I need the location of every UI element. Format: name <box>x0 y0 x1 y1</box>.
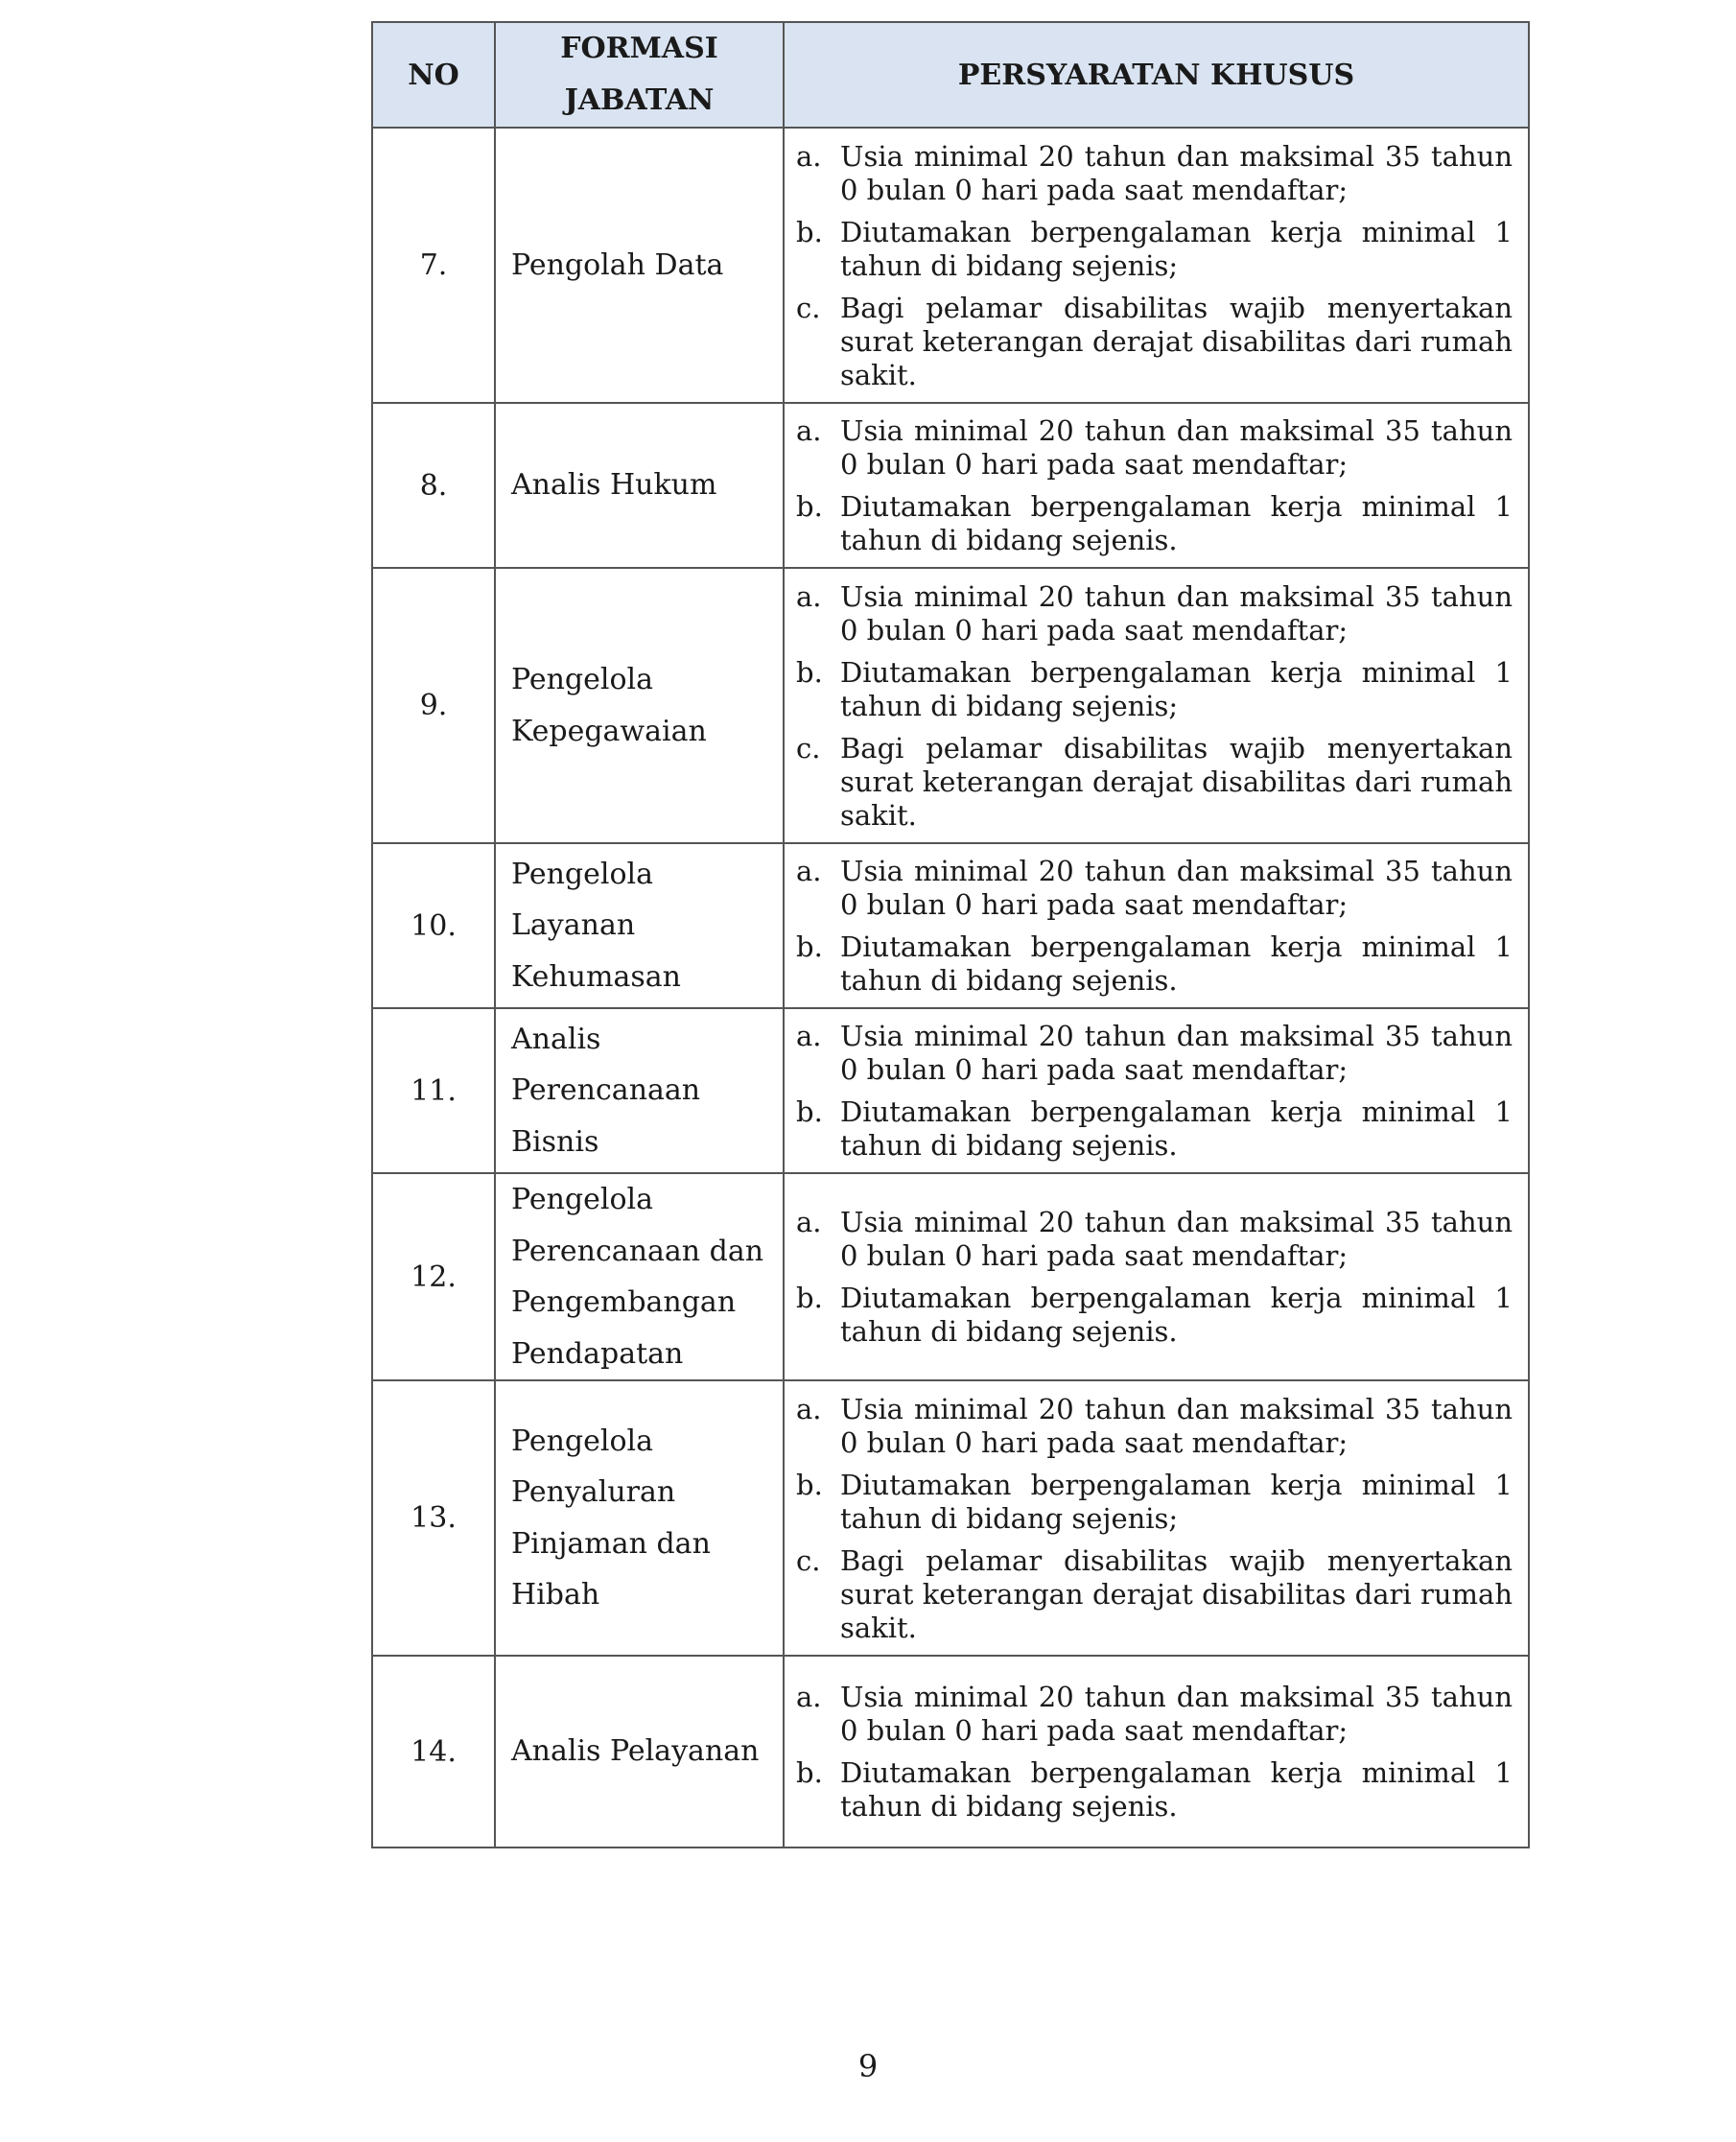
formasi-jabatan-cell <box>495 128 784 403</box>
requirement-text: Diutamakan berpengalaman kerja minimal 1 tahun di bidang sejenis; <box>840 215 1513 282</box>
requirement-list <box>796 140 1513 392</box>
persyaratan-cell <box>784 403 1529 568</box>
requirement-text: Diutamakan berpengalaman kerja minimal 1 tahun di bidang sejenis. <box>840 930 1513 997</box>
requirement-text: Usia minimal 20 tahun dan maksimal 35 tahun 0 bulan 0 hari pada saat mendaftar; <box>840 1206 1513 1272</box>
formasi-jabatan-cell <box>495 403 784 568</box>
persyaratan-cell <box>784 1656 1529 1848</box>
persyaratan-cell <box>784 1173 1529 1380</box>
requirement-letter: c. <box>796 731 821 765</box>
requirement-letter: a. <box>796 579 822 613</box>
jabatan-line: Analis Pelayanan <box>511 1734 760 1769</box>
requirement-item <box>796 216 1513 283</box>
requirement-item <box>796 1282 1513 1349</box>
jabatan-line: Analis <box>511 1022 601 1056</box>
requirement-letter: a. <box>796 139 822 173</box>
formasi-jabatan-cell <box>495 568 784 843</box>
table-row <box>372 1173 1529 1380</box>
jabatan-line: Kepegawaian <box>511 714 707 748</box>
requirement-list <box>796 580 1513 833</box>
requirement-text: Diutamakan berpengalaman kerja minimal 1 tahun di bidang sejenis. <box>840 1282 1513 1348</box>
requirement-letter: a. <box>796 414 822 447</box>
requirement-item <box>796 292 1513 392</box>
header-persyaratan-khusus: PERSYARATAN KHUSUS <box>784 22 1529 128</box>
row-number: 12. <box>372 1173 495 1380</box>
requirement-text: Usia minimal 20 tahun dan maksimal 35 tahun 0 bulan 0 hari pada saat mendaftar; <box>840 1681 1513 1747</box>
requirement-text: Diutamakan berpengalaman kerja minimal 1 tahun di bidang sejenis; <box>840 655 1513 722</box>
requirement-item <box>796 140 1513 207</box>
jabatan-line: Hibah <box>511 1578 600 1612</box>
requirement-letter: c. <box>796 291 821 324</box>
requirement-text: Usia minimal 20 tahun dan maksimal 35 tahun 0 bulan 0 hari pada saat mendaftar; <box>840 1392 1513 1459</box>
persyaratan-cell <box>784 568 1529 843</box>
row-number: 14. <box>372 1656 495 1848</box>
requirement-letter: b. <box>796 655 823 689</box>
header-formasi-jabatan <box>495 22 784 128</box>
requirement-item <box>796 1469 1513 1536</box>
jabatan-line: Penyaluran <box>511 1475 676 1509</box>
jabatan-line: Pengolah Data <box>511 247 724 282</box>
requirement-letter: a. <box>796 1020 822 1052</box>
jabatan-line: Pengelola <box>511 1183 654 1216</box>
persyaratan-cell <box>784 1380 1529 1656</box>
requirement-letter: b. <box>796 1756 823 1789</box>
requirement-letter: a. <box>796 1392 822 1425</box>
requirement-item <box>796 1756 1513 1824</box>
requirement-letter: b. <box>796 490 823 523</box>
header-jabatan-line1: FORMASI <box>560 32 718 65</box>
requirement-letter: b. <box>796 215 823 248</box>
row-number: 10. <box>372 843 495 1008</box>
requirement-item <box>796 1393 1513 1460</box>
jabatan-line: Analis Hukum <box>511 468 717 503</box>
formasi-jabatan-cell <box>495 1380 784 1656</box>
requirement-list <box>796 1393 1513 1645</box>
requirement-item <box>796 414 1513 482</box>
requirement-letter: b. <box>796 930 823 963</box>
jabatan-line: Pinjaman dan <box>511 1526 711 1561</box>
requirement-letter: b. <box>796 1095 823 1128</box>
requirement-list <box>796 1681 1513 1824</box>
requirement-text: Bagi pelamar disabilitas wajib menyertakan surat keterangan derajat disabilitas dari rumah sakit. <box>840 731 1513 832</box>
requirement-list <box>796 1206 1513 1349</box>
requirement-letter: c. <box>796 1543 821 1577</box>
requirement-item <box>796 732 1513 833</box>
row-number: 11. <box>372 1008 495 1173</box>
requirement-letter: b. <box>796 1282 823 1314</box>
persyaratan-cell <box>784 843 1529 1008</box>
requirement-text: Usia minimal 20 tahun dan maksimal 35 tahun 0 bulan 0 hari pada saat mendaftar; <box>840 414 1513 481</box>
table-row <box>372 1656 1529 1848</box>
requirement-text: Diutamakan berpengalaman kerja minimal 1 tahun di bidang sejenis. <box>840 1756 1513 1823</box>
requirement-text: Diutamakan berpengalaman kerja minimal 1 tahun di bidang sejenis. <box>840 490 1513 556</box>
requirement-item <box>796 930 1513 998</box>
persyaratan-cell <box>784 128 1529 403</box>
table-header-row <box>372 22 1529 128</box>
formasi-jabatan-cell <box>495 1008 784 1173</box>
requirement-item <box>796 1681 1513 1748</box>
header-no: NO <box>372 22 495 128</box>
jabatan-line: Layanan <box>511 908 636 943</box>
jabatan-line: Kehumasan <box>511 959 681 994</box>
table-row <box>372 403 1529 568</box>
requirement-list <box>796 1020 1513 1163</box>
requirement-item <box>796 1206 1513 1273</box>
table-row <box>372 1380 1529 1656</box>
page-number: 9 <box>857 2048 879 2084</box>
jabatan-line: Pengelola <box>511 663 654 696</box>
requirement-text: Usia minimal 20 tahun dan maksimal 35 tahun 0 bulan 0 hari pada saat mendaftar; <box>840 1020 1513 1086</box>
jabatan-line: Pengelola <box>511 1424 654 1458</box>
header-jabatan-line2: JABATAN <box>564 83 715 117</box>
requirement-text: Usia minimal 20 tahun dan maksimal 35 tahun 0 bulan 0 hari pada saat mendaftar; <box>840 579 1513 647</box>
requirement-list <box>796 855 1513 998</box>
table-row <box>372 843 1529 1008</box>
requirement-item <box>796 490 1513 557</box>
requirement-item <box>796 1095 1513 1163</box>
requirement-list <box>796 414 1513 557</box>
jabatan-line: Pengelola <box>511 857 654 891</box>
jabatan-line: Perencanaan <box>511 1073 701 1108</box>
requirement-item <box>796 1544 1513 1645</box>
formasi-jabatan-cell <box>495 1656 784 1848</box>
requirement-letter: a. <box>796 1206 822 1238</box>
formasi-jabatan-cell <box>495 843 784 1008</box>
row-number: 9. <box>372 568 495 843</box>
table-row <box>372 568 1529 843</box>
jabatan-line: Pengembangan <box>511 1285 737 1319</box>
row-number: 13. <box>372 1380 495 1656</box>
requirement-letter: a. <box>796 855 822 887</box>
requirement-item <box>796 1020 1513 1087</box>
table-row <box>372 128 1529 403</box>
requirement-item <box>796 656 1513 723</box>
requirement-item <box>796 855 1513 922</box>
jabatan-line: Pendapatan <box>511 1336 684 1371</box>
requirement-item <box>796 580 1513 647</box>
table-body <box>372 128 1529 1848</box>
requirement-text: Usia minimal 20 tahun dan maksimal 35 tahun 0 bulan 0 hari pada saat mendaftar; <box>840 855 1513 921</box>
requirement-letter: b. <box>796 1468 823 1501</box>
row-number: 7. <box>372 128 495 403</box>
requirement-letter: a. <box>796 1681 822 1713</box>
persyaratan-cell <box>784 1008 1529 1173</box>
requirement-text: Bagi pelamar disabilitas wajib menyertakan surat keterangan derajat disabilitas dari rumah sakit. <box>840 291 1513 391</box>
formasi-jabatan-cell <box>495 1173 784 1380</box>
row-number: 8. <box>372 403 495 568</box>
requirement-text: Diutamakan berpengalaman kerja minimal 1 tahun di bidang sejenis; <box>840 1468 1513 1535</box>
jabatan-line: Bisnis <box>511 1124 599 1159</box>
table-row <box>372 1008 1529 1173</box>
requirements-table <box>371 21 1530 1848</box>
jabatan-line: Perencanaan dan <box>511 1234 764 1268</box>
requirement-text: Usia minimal 20 tahun dan maksimal 35 tahun 0 bulan 0 hari pada saat mendaftar; <box>840 139 1513 206</box>
requirement-text: Diutamakan berpengalaman kerja minimal 1 tahun di bidang sejenis. <box>840 1095 1513 1162</box>
requirement-text: Bagi pelamar disabilitas wajib menyertakan surat keterangan derajat disabilitas dari rumah sakit. <box>840 1543 1513 1644</box>
